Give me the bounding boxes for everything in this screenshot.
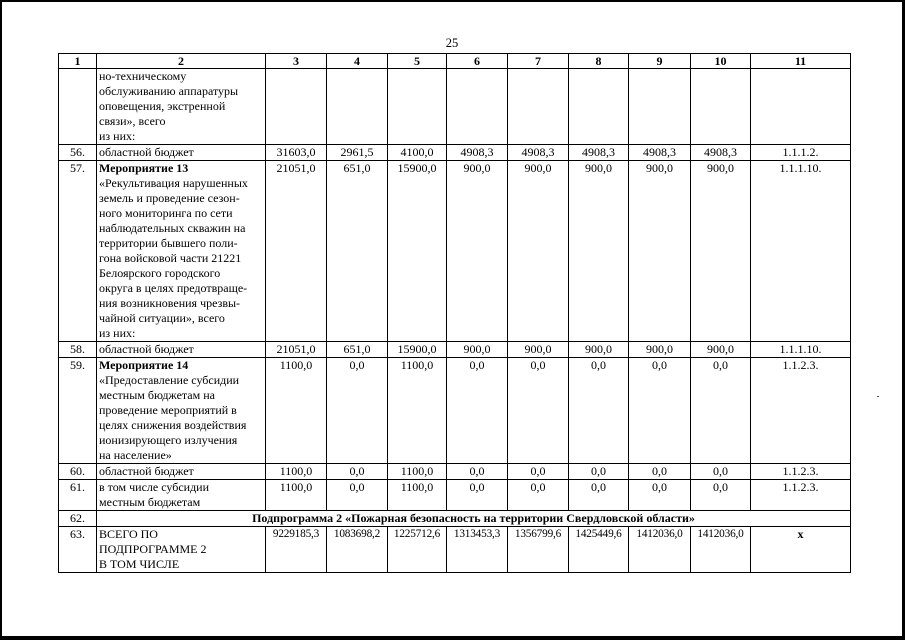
row-description bbox=[97, 464, 266, 480]
value-cell: 1083698,2 bbox=[327, 527, 388, 573]
row-number: 56. bbox=[59, 145, 97, 161]
scan-speck bbox=[877, 396, 879, 397]
value-cell: 0,0 bbox=[629, 480, 691, 511]
value-cell: 1100,0 bbox=[388, 480, 447, 511]
value-cell: 4908,3 bbox=[569, 145, 629, 161]
header-cell: 9 bbox=[629, 54, 691, 69]
row-number bbox=[59, 69, 97, 145]
description-text: областной бюджет bbox=[99, 145, 194, 159]
table-row bbox=[59, 358, 851, 464]
value-cell: 0,0 bbox=[327, 464, 388, 480]
table-row bbox=[59, 342, 851, 358]
row-description bbox=[97, 145, 266, 161]
value-cell: 4908,3 bbox=[508, 145, 569, 161]
value-cell: 0,0 bbox=[508, 358, 569, 464]
value-cell: 651,0 bbox=[327, 161, 388, 342]
header-cell: 10 bbox=[691, 54, 751, 69]
value-cell: 651,0 bbox=[327, 342, 388, 358]
value-cell: 4100,0 bbox=[388, 145, 447, 161]
header-cell: 3 bbox=[266, 54, 327, 69]
value-cell: 0,0 bbox=[569, 480, 629, 511]
value-cell: 0,0 bbox=[508, 464, 569, 480]
value-cell: 900,0 bbox=[569, 342, 629, 358]
value-cell: 4908,3 bbox=[447, 145, 508, 161]
value-cell: 0,0 bbox=[691, 464, 751, 480]
description-text: ВСЕГО ПО ПОДПРОГРАММЕ 2 В ТОМ ЧИСЛЕ bbox=[99, 527, 207, 571]
value-cell: 900,0 bbox=[447, 161, 508, 342]
value-cell bbox=[691, 69, 751, 145]
row-number: 57. bbox=[59, 161, 97, 342]
row-description bbox=[97, 358, 266, 464]
value-cell: 21051,0 bbox=[266, 161, 327, 342]
value-cell: 900,0 bbox=[629, 342, 691, 358]
description-text: областной бюджет bbox=[99, 342, 194, 356]
row-number: 58. bbox=[59, 342, 97, 358]
header-row bbox=[59, 54, 851, 69]
table-row bbox=[59, 161, 851, 342]
value-cell: 1100,0 bbox=[266, 480, 327, 511]
target-code: 1.1.2.3. bbox=[751, 480, 851, 511]
value-cell: 0,0 bbox=[447, 480, 508, 511]
row-description bbox=[97, 527, 266, 573]
value-cell: 9229185,3 bbox=[266, 527, 327, 573]
description-text: «Предоставление субсидии местным бюджетам на проведение мероприятий в целях снижения воздействия ионизирующего излучения на население» bbox=[99, 373, 247, 462]
description-text: но-техническому обслуживанию аппаратуры оповещения, экстренной связи», всего из них: bbox=[99, 69, 239, 143]
target-code: 1.1.1.10. bbox=[751, 342, 851, 358]
value-cell: 0,0 bbox=[327, 358, 388, 464]
budget-table bbox=[58, 53, 851, 573]
measure-title: Мероприятие 14 bbox=[99, 358, 189, 372]
value-cell: 1100,0 bbox=[388, 358, 447, 464]
value-cell: 0,0 bbox=[569, 464, 629, 480]
target-code bbox=[751, 69, 851, 145]
value-cell bbox=[388, 69, 447, 145]
value-cell: 1425449,6 bbox=[569, 527, 629, 573]
value-cell bbox=[327, 69, 388, 145]
header-cell: 11 bbox=[751, 54, 851, 69]
value-cell: 900,0 bbox=[508, 342, 569, 358]
value-cell: 15900,0 bbox=[388, 342, 447, 358]
description-text: «Рекультивация нарушенных земель и проведение сезон- ного мониторинга по сети наблюдательных скважин на территории бывшего поли- гона войсковой части 21221 Белоярского городского округа в целях предотвраще- ния возникновения чрезвы- чайной ситуации», всего из них: bbox=[99, 176, 248, 340]
table-row bbox=[59, 464, 851, 480]
value-cell: 0,0 bbox=[569, 358, 629, 464]
row-description bbox=[97, 161, 266, 342]
value-cell: 1313453,3 bbox=[447, 527, 508, 573]
value-cell: 0,0 bbox=[629, 358, 691, 464]
row-number: 59. bbox=[59, 358, 97, 464]
target-code: х bbox=[751, 527, 851, 573]
value-cell: 4908,3 bbox=[629, 145, 691, 161]
target-code: 1.1.2.3. bbox=[751, 358, 851, 464]
value-cell: 900,0 bbox=[447, 342, 508, 358]
value-cell bbox=[266, 69, 327, 145]
subprogram-title: Подпрограмма 2 «Пожарная безопасность на территории Свердловской области» bbox=[97, 511, 851, 527]
description-text: областной бюджет bbox=[99, 464, 194, 478]
row-number: 62. bbox=[59, 511, 97, 527]
table-row bbox=[59, 480, 851, 511]
header-cell: 8 bbox=[569, 54, 629, 69]
value-cell: 1225712,6 bbox=[388, 527, 447, 573]
value-cell: 900,0 bbox=[629, 161, 691, 342]
target-code: 1.1.2.3. bbox=[751, 464, 851, 480]
value-cell bbox=[447, 69, 508, 145]
value-cell: 4908,3 bbox=[691, 145, 751, 161]
total-row bbox=[59, 527, 851, 573]
table-row bbox=[59, 69, 851, 145]
row-number: 61. bbox=[59, 480, 97, 511]
value-cell: 0,0 bbox=[691, 480, 751, 511]
table-row bbox=[59, 145, 851, 161]
header-cell: 2 bbox=[97, 54, 266, 69]
value-cell: 1100,0 bbox=[266, 464, 327, 480]
value-cell: 21051,0 bbox=[266, 342, 327, 358]
row-description bbox=[97, 480, 266, 511]
value-cell: 0,0 bbox=[629, 464, 691, 480]
row-description bbox=[97, 69, 266, 145]
value-cell: 1412036,0 bbox=[629, 527, 691, 573]
value-cell: 15900,0 bbox=[388, 161, 447, 342]
value-cell: 0,0 bbox=[327, 480, 388, 511]
value-cell: 900,0 bbox=[508, 161, 569, 342]
value-cell bbox=[629, 69, 691, 145]
scan-border-left bbox=[0, 0, 2, 640]
value-cell bbox=[508, 69, 569, 145]
subprogram-row bbox=[59, 511, 851, 527]
header-cell: 5 bbox=[388, 54, 447, 69]
row-number: 60. bbox=[59, 464, 97, 480]
value-cell: 0,0 bbox=[447, 358, 508, 464]
page-number: 25 bbox=[445, 36, 459, 50]
description-text: в том числе субсидии местным бюджетам bbox=[99, 480, 210, 509]
value-cell: 1356799,6 bbox=[508, 527, 569, 573]
header-cell: 1 bbox=[59, 54, 97, 69]
value-cell: 2961,5 bbox=[327, 145, 388, 161]
value-cell: 900,0 bbox=[691, 342, 751, 358]
value-cell: 1412036,0 bbox=[691, 527, 751, 573]
value-cell: 0,0 bbox=[508, 480, 569, 511]
value-cell: 1100,0 bbox=[266, 358, 327, 464]
header-cell: 6 bbox=[447, 54, 508, 69]
header-cell: 7 bbox=[508, 54, 569, 69]
value-cell: 0,0 bbox=[447, 464, 508, 480]
scan-border-top bbox=[0, 0, 905, 2]
row-description bbox=[97, 342, 266, 358]
scan-border-bottom bbox=[0, 636, 905, 640]
value-cell: 1100,0 bbox=[388, 464, 447, 480]
value-cell: 31603,0 bbox=[266, 145, 327, 161]
value-cell: 900,0 bbox=[691, 161, 751, 342]
value-cell bbox=[569, 69, 629, 145]
header-cell: 4 bbox=[327, 54, 388, 69]
target-code: 1.1.1.2. bbox=[751, 145, 851, 161]
value-cell: 900,0 bbox=[569, 161, 629, 342]
row-number: 63. bbox=[59, 527, 97, 573]
value-cell: 0,0 bbox=[691, 358, 751, 464]
target-code: 1.1.1.10. bbox=[751, 161, 851, 342]
measure-title: Мероприятие 13 bbox=[99, 161, 189, 175]
